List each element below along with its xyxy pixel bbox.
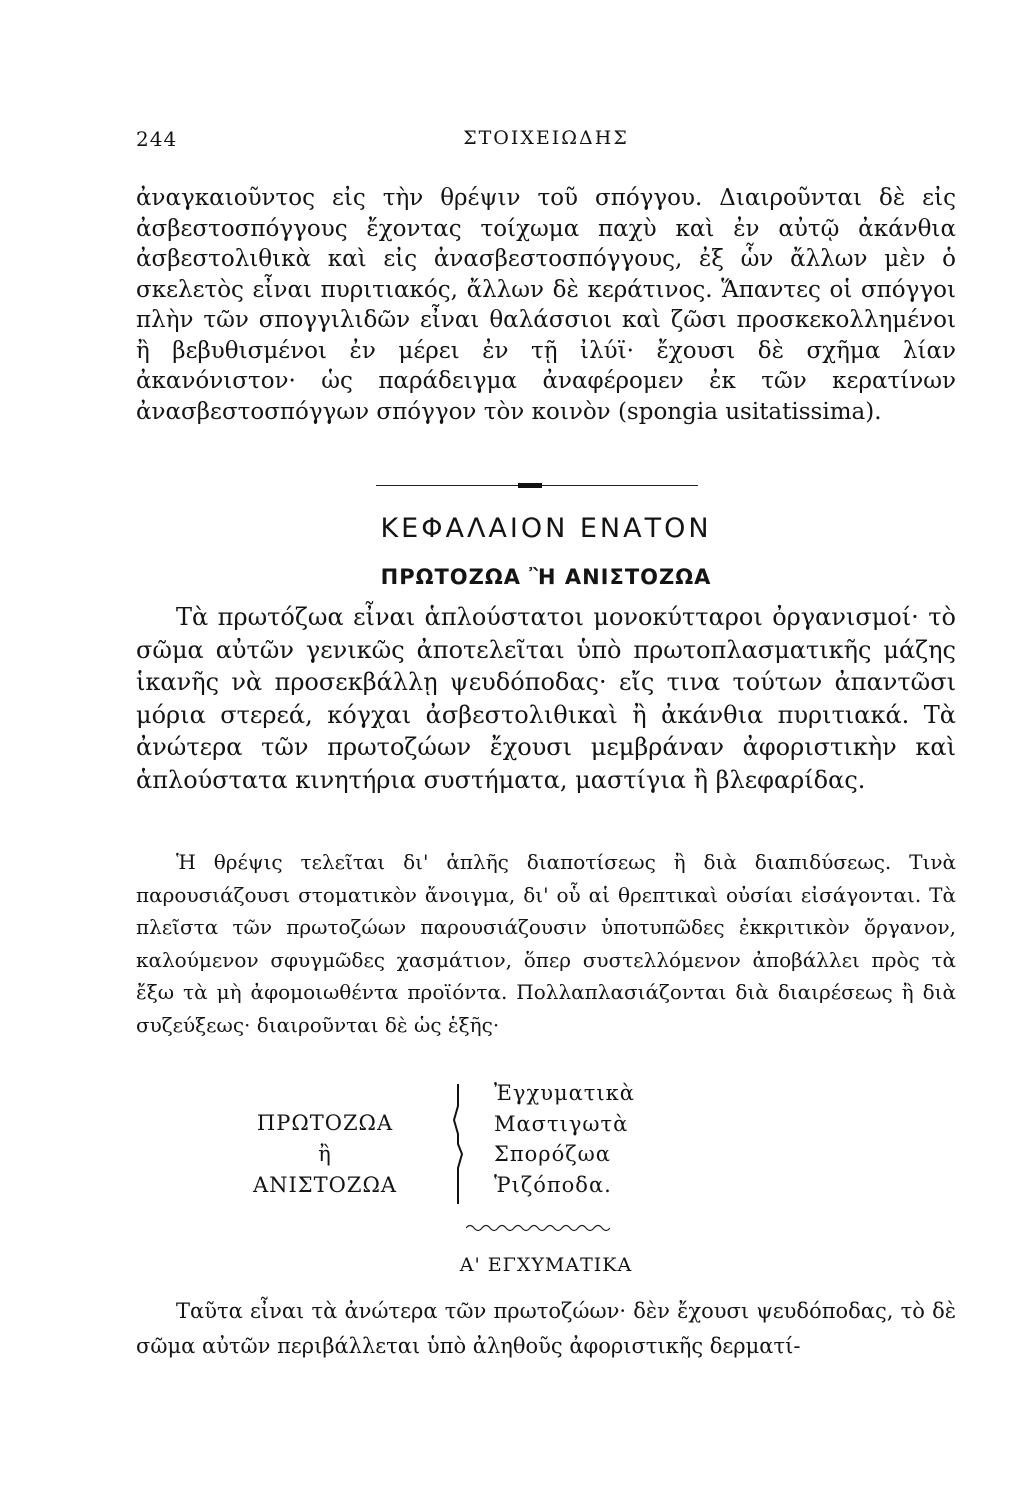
group-name: ΠΡΩΤΟΖΩΑ xyxy=(256,1111,394,1135)
subgroup-item: Σπορόζωα xyxy=(494,1142,611,1166)
subgroup-item: Ἐγχυματικὰ xyxy=(494,1081,635,1105)
subgroup-item: Μαστιγωτὰ xyxy=(494,1111,629,1136)
page-number: 244 xyxy=(136,127,178,151)
section-heading: Α' ΕΓΧΥΜΑΤΙΚΑ xyxy=(459,1254,633,1276)
page-header xyxy=(136,127,956,157)
paragraph-section: Ταῦτα εἶναι τὰ ἀνώτερα τῶν πρωτοζώων· δὲν ἔχουσι ψευδόποδας, τὸ δὲ σῶμα αὐτῶν περιβάλλεται ὑπὸ ἀληθοῦς ἀφοριστικῆς δερματί- xyxy=(136,1299,956,1358)
paragraph-intro: Τὰ πρωτόζωα εἶναι ἁπλούστατοι μονοκύτταροι ὀργανισμοί· τὸ σῶμα αὐτῶν γενικῶς ἀποτελεῖται ὑπὸ πρωτοπλασματικῆς μάζης ἱκανῆς νὰ προσεκβάλλῃ ψευδόποδας· εἴς τινα τούτων ἀπαντῶσι μόρια στερεά, κόγχαι ἀσβεστολιθικαὶ ἢ ἀκάνθια πυριτιακά. Τὰ ἀνώτερα τῶν πρωτοζώων ἔχουσι μεμβράναν ἀφοριστικὴν καὶ ἁπλούστατα κινητήρια συστήματα, μαστίγια ἢ βλεφαρίδας. xyxy=(136,603,956,794)
group-conjunction: ἢ xyxy=(318,1142,332,1166)
chapter-title: ΚΕΦΑΛΑΙΟΝ ΕΝΑΤΟΝ xyxy=(380,513,712,544)
paragraph-continued: ἀναγκαιοῦντος εἰς τὴν θρέψιν τοῦ σπόγγου. Διαιροῦνται δὲ εἰς ἀσβεστοσπόγγους ἔχοντας τοίχωμα παχὺ καὶ ἐν αὐτῷ ἀκάνθια ἀσβεστολιθικὰ καὶ εἰς ἀνασβεστοσπόγγους, ἐξ ὧν ἄλλων μὲν ὁ σκελετὸς εἶναι πυριτιακός, ἄλλων δὲ κεράτινος. Ἅπαντες οἱ σπόγγοι πλὴν τῶν σπογγιλιδῶν εἶναι θαλάσσιοι καὶ ζῶσι προσκεκολλημένοι ἢ βεβυθισμένοι ἐν μέρει ἐν τῇ ἰλύϊ· ἔχουσι δὲ σχῆμα λίαν ἀκανόνιστον· ὡς παράδειγμα ἀναφέρομεν ἐκ τῶν κερατίνων ἀνασβεστοσπόγγων σπόγγον τὸν κοινὸν (spongia usitatissima). xyxy=(136,185,956,425)
classification-table xyxy=(136,1078,956,1218)
brace-icon xyxy=(448,1084,468,1204)
wavy-divider xyxy=(466,1222,610,1234)
classification-group xyxy=(220,1108,430,1201)
subgroup-item: Ῥιζόποδα. xyxy=(494,1172,612,1197)
classification-subgroups xyxy=(494,1078,635,1200)
paragraph-nutrition: Ἡ θρέψις τελεῖται δι' ἁπλῆς διαποτίσεως ἢ διὰ διαπιδύσεως. Τινὰ παρουσιάζουσι στοματικὸν ἄνοιγμα, δι' οὗ αἱ θρεπτικαὶ οὐσίαι εἰσάγονται. Τὰ πλεῖστα τῶν πρωτοζώων παρουσιάζουσιν ὑποτυπῶδες ἐκκριτικὸν ὄργανον, καλούμενον σφυγμῶδες χασμάτιον, ὅπερ συστελλόμενον ἀποβάλλει πρὸς τὰ ἔξω τὰ μὴ ἀφομοιωθέντα προϊόντα. Πολλαπλασιάζονται διὰ διαιρέσεως ἢ διὰ συζεύξεως· διαιροῦνται δὲ ὡς ἑξῆς· xyxy=(136,850,956,1037)
divider-ornament xyxy=(518,483,542,488)
chapter-subtitle: ΠΡΩΤΟΖΩΑ Ἢ ΑΝΙΣΤΟΖΩΑ xyxy=(380,565,712,589)
group-alt-name: ΑΝΙΣΤΟΖΩΑ xyxy=(252,1173,398,1197)
running-title: ΣΤΟΙΧΕΙΩΔΗΣ xyxy=(463,127,629,149)
